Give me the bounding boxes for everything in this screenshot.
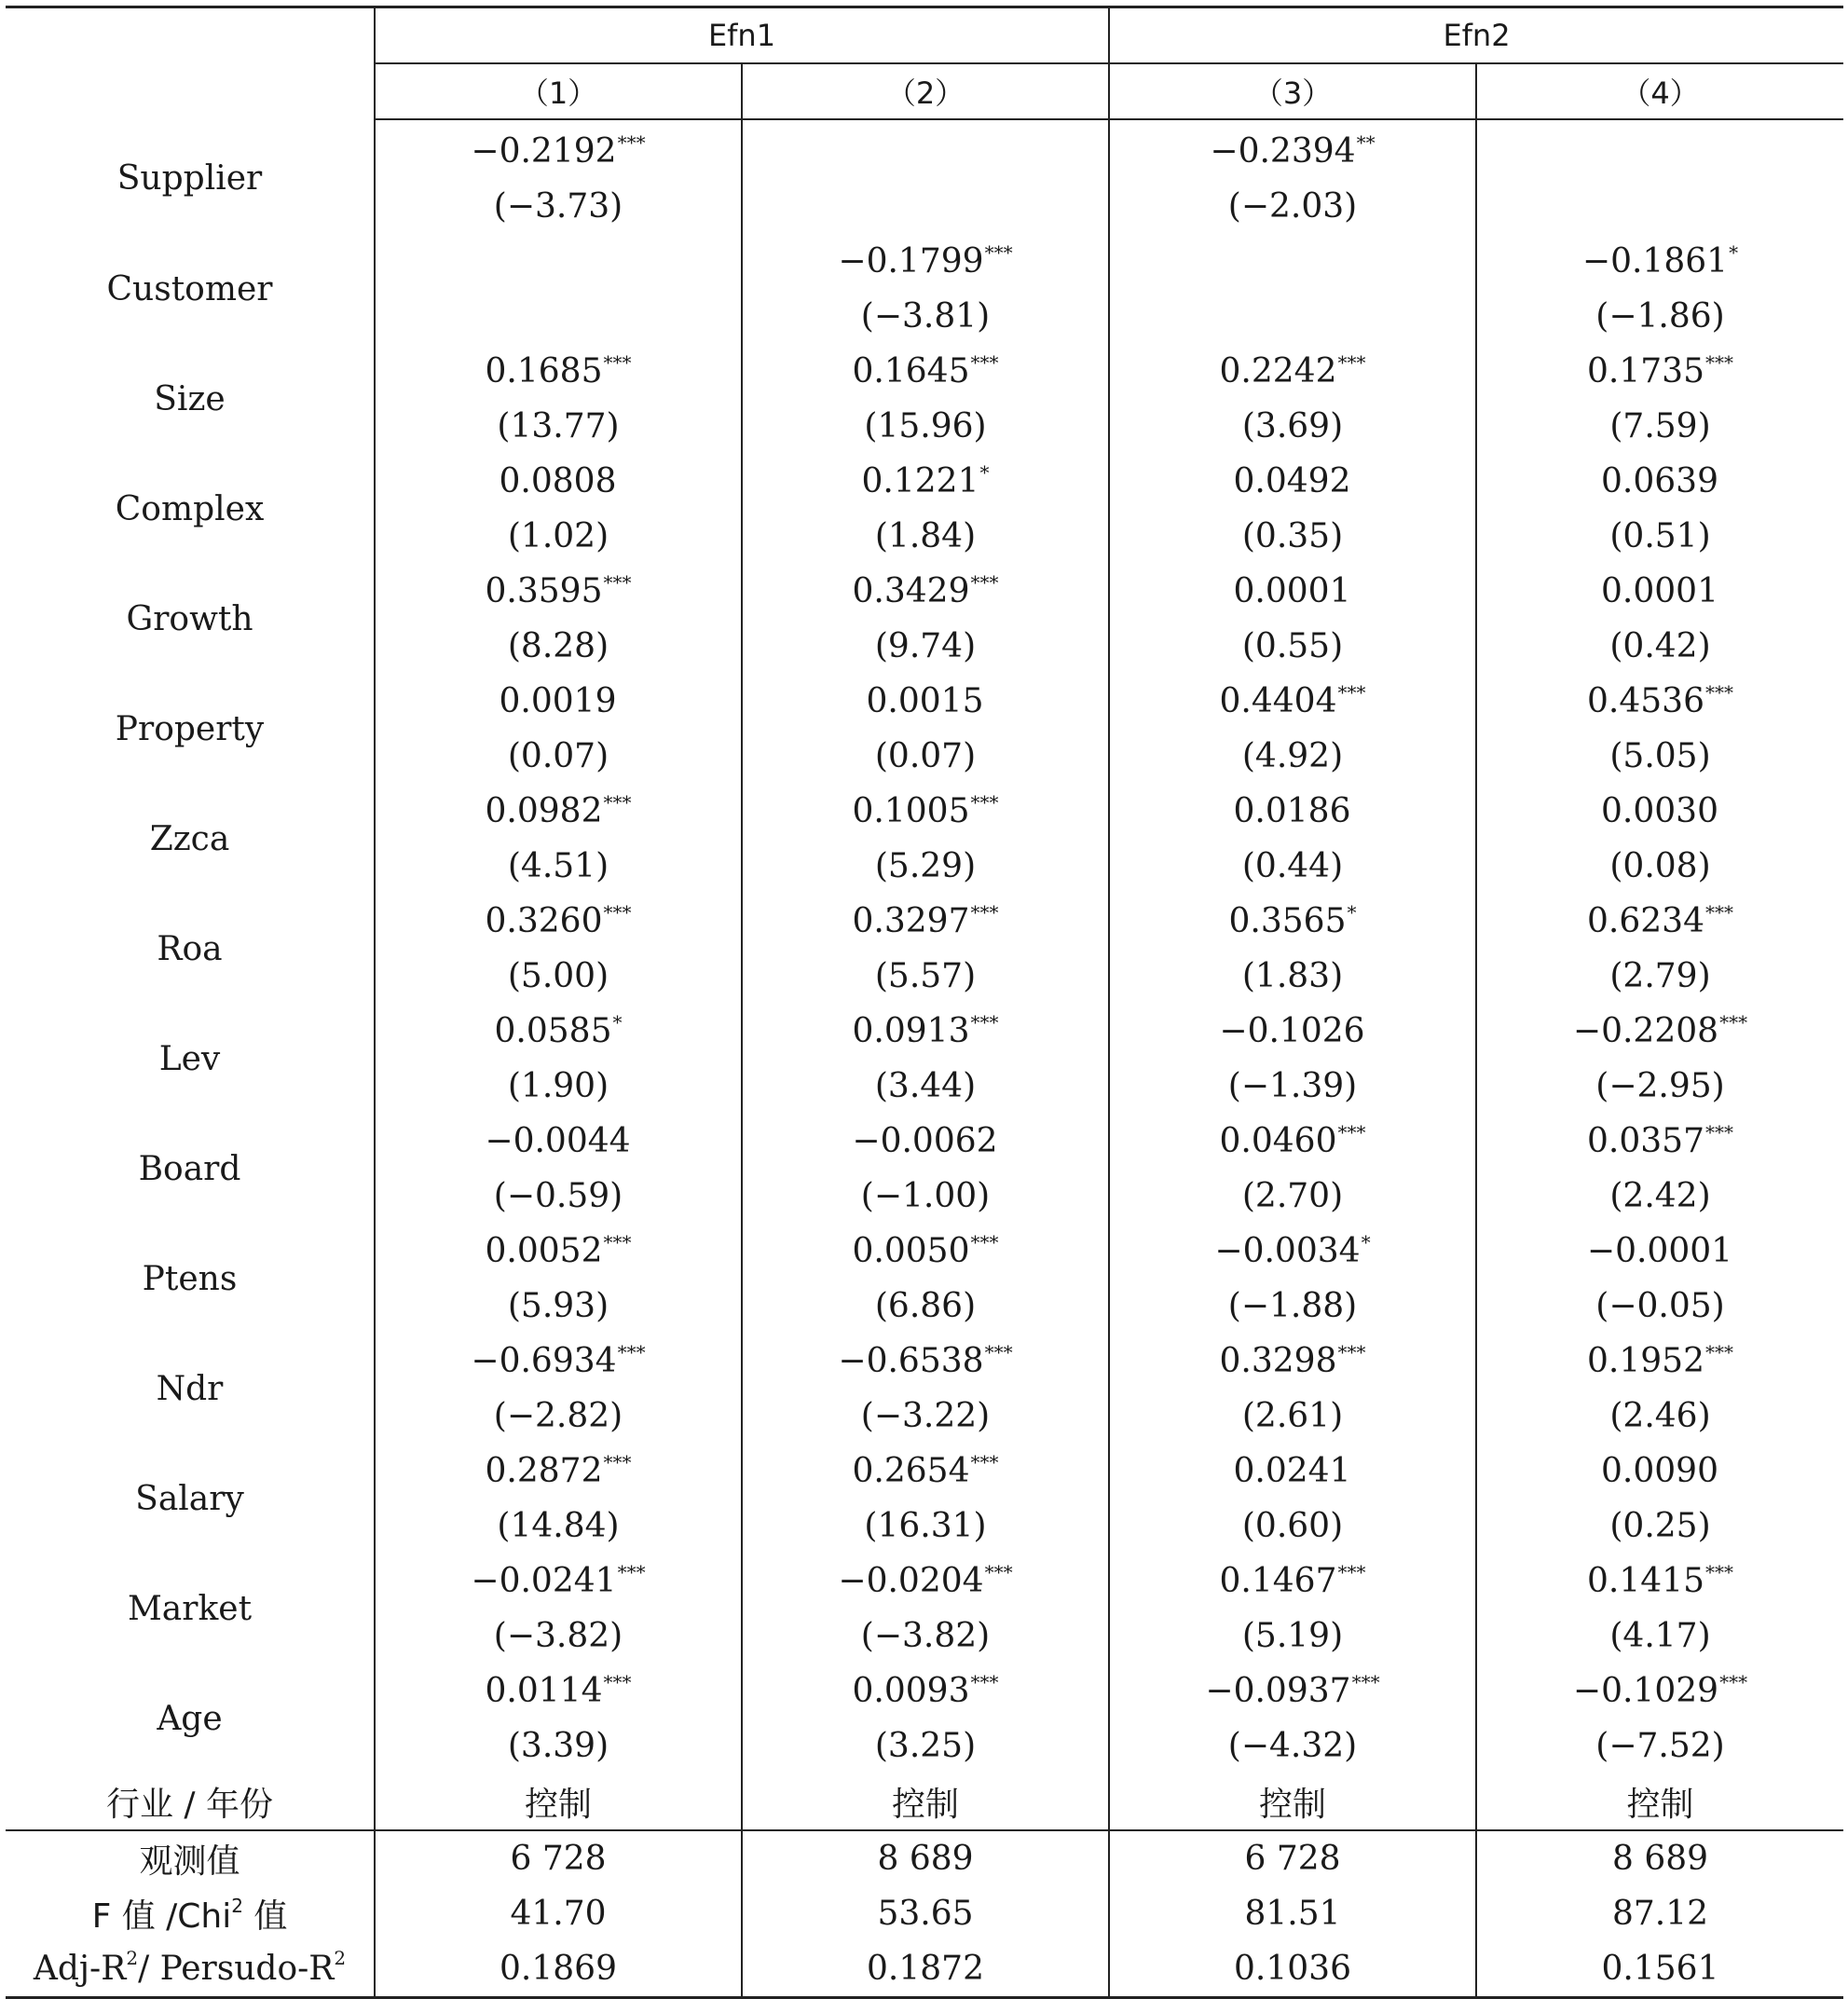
significance-stars: * <box>612 1011 623 1034</box>
coefficient-cell <box>742 1004 1109 1059</box>
table-body <box>6 119 1843 1998</box>
t-statistic-cell: (−3.82) <box>742 1609 1109 1664</box>
t-statistic-cell: (−1.00) <box>742 1169 1109 1224</box>
r-squared-cell: 0.1036 <box>1109 1941 1476 1998</box>
coefficient-value: −0.2192 <box>471 132 617 171</box>
coefficient-value: 0.4536 <box>1587 682 1704 720</box>
coefficient-value: 0.0492 <box>1233 462 1351 500</box>
coefficient-value: 0.4404 <box>1219 682 1337 720</box>
coefficient-cell <box>375 894 742 949</box>
variable-name: Size <box>6 344 375 454</box>
t-statistic-cell: (4.51) <box>375 839 742 894</box>
t-statistic-cell: (1.90) <box>375 1059 742 1114</box>
superscript-two: 2 <box>231 1895 243 1917</box>
superscript-two: 2 <box>334 1947 347 1969</box>
significance-stars: *** <box>617 1561 646 1583</box>
t-statistic-cell: (−2.03) <box>1109 179 1476 234</box>
variable-name: Market <box>6 1554 375 1664</box>
coefficient-value: 0.0114 <box>485 1672 603 1710</box>
significance-stars: *** <box>603 901 632 924</box>
coefficient-cell <box>1109 1004 1476 1059</box>
coefficient-cell <box>1476 454 1843 509</box>
t-statistic-cell: (7.59) <box>1609 407 1711 445</box>
coefficient-value: 0.1005 <box>852 792 970 830</box>
f-chi2-label-text: F 值 /Chi <box>91 1897 232 1936</box>
coefficient-cell <box>1476 1664 1843 1718</box>
coefficient-value: −0.6538 <box>838 1342 984 1380</box>
t-statistic-cell: (5.00) <box>375 949 742 1004</box>
t-statistic-cell: (4.17) <box>1609 1617 1711 1655</box>
coefficient-cell <box>742 1114 1109 1169</box>
coefficient-cell <box>1109 234 1476 289</box>
coefficient-cell <box>1476 119 1843 179</box>
variable-name: Ndr <box>6 1334 375 1444</box>
t-statistic-cell: (13.77) <box>375 399 742 454</box>
t-statistic-cell: (−1.39) <box>1109 1059 1476 1114</box>
coefficient-cell <box>1476 894 1843 949</box>
t-statistic-cell: (5.05) <box>1609 737 1711 775</box>
variable-name: Growth <box>6 564 375 674</box>
significance-stars: *** <box>970 351 999 374</box>
significance-stars: *** <box>984 241 1013 264</box>
column-header-4: （4） <box>1476 63 1843 119</box>
significance-stars: *** <box>970 791 999 814</box>
coefficient-cell <box>1476 674 1843 729</box>
column-header-3: （3） <box>1109 63 1476 119</box>
significance-stars: *** <box>1704 901 1733 924</box>
coefficient-cell <box>1476 1444 1843 1499</box>
coefficient-cell <box>1109 1444 1476 1499</box>
coefficient-cell <box>375 1664 742 1718</box>
coefficient-cell <box>1476 1554 1843 1609</box>
coefficient-value: 0.0052 <box>485 1232 603 1270</box>
coefficient-row <box>6 454 1843 509</box>
coefficient-cell <box>1476 344 1843 399</box>
coefficient-cell <box>742 674 1109 729</box>
t-statistic-cell: (−0.59) <box>375 1169 742 1224</box>
coefficient-value: 0.0982 <box>485 792 603 830</box>
coefficient-cell <box>1109 1114 1476 1169</box>
significance-stars: *** <box>1704 1561 1733 1583</box>
t-statistic-cell: (14.84) <box>375 1499 742 1554</box>
coefficient-cell <box>375 119 742 179</box>
column-header-2: （2） <box>742 63 1109 119</box>
variable-name: Zzca <box>6 784 375 894</box>
coefficient-row <box>6 119 1843 179</box>
coefficient-value: 0.0913 <box>852 1012 970 1050</box>
coefficient-cell <box>375 1334 742 1389</box>
significance-stars: *** <box>1719 1671 1748 1693</box>
coefficient-value: −0.0937 <box>1205 1672 1351 1710</box>
significance-stars: *** <box>970 901 999 924</box>
control-cell: 控制 <box>742 1773 1109 1830</box>
coefficient-value: 0.1735 <box>1587 352 1704 390</box>
coefficient-value: 0.0639 <box>1601 462 1718 500</box>
significance-stars: *** <box>970 1451 999 1473</box>
t-statistic-cell: (4.92) <box>1109 729 1476 784</box>
significance-stars: *** <box>603 791 632 814</box>
significance-stars: *** <box>617 131 646 154</box>
significance-stars: *** <box>1337 1341 1366 1363</box>
observations-label: 观测值 <box>6 1830 375 1886</box>
t-statistic-cell: (0.44) <box>1109 839 1476 894</box>
coefficient-value: 0.3297 <box>852 902 970 940</box>
significance-stars: * <box>1361 1231 1371 1253</box>
group-header-efn1: Efn1 <box>375 7 1109 64</box>
significance-stars: *** <box>603 1231 632 1253</box>
f-chi2-cell: 87.12 <box>1611 1895 1709 1933</box>
coefficient-cell <box>742 784 1109 839</box>
variable-name: Supplier <box>6 119 375 234</box>
coefficient-cell <box>375 234 742 289</box>
coefficient-value: −0.1861 <box>1581 242 1729 281</box>
t-statistic-cell: (−1.86) <box>1595 297 1725 335</box>
coefficient-cell <box>1109 1334 1476 1389</box>
t-statistic-cell: (−3.81) <box>742 289 1109 344</box>
t-statistic-cell <box>1476 179 1843 234</box>
t-statistic-cell: (0.07) <box>742 729 1109 784</box>
coefficient-value: 0.0019 <box>499 682 617 720</box>
t-statistic-cell: (3.44) <box>742 1059 1109 1114</box>
coefficient-value: −0.2208 <box>1572 1012 1719 1050</box>
observations-cell: 8 689 <box>742 1830 1109 1886</box>
t-statistic-cell: (0.42) <box>1609 627 1711 665</box>
t-statistic-cell: (2.70) <box>1109 1169 1476 1224</box>
f-chi2-row <box>6 1886 1843 1941</box>
coefficient-cell <box>375 1444 742 1499</box>
coefficient-cell <box>1476 1004 1843 1059</box>
variable-name: Age <box>6 1664 375 1773</box>
coefficient-cell <box>742 454 1109 509</box>
coefficient-value: 0.0186 <box>1233 792 1351 830</box>
coefficient-cell <box>1109 674 1476 729</box>
t-statistic-cell: (2.46) <box>1609 1397 1711 1435</box>
coefficient-value: −0.1799 <box>838 242 984 281</box>
significance-stars: *** <box>603 571 632 594</box>
coefficient-cell <box>1109 454 1476 509</box>
coefficient-cell <box>742 1554 1109 1609</box>
r-squared-cell: 0.1869 <box>375 1941 742 1998</box>
t-statistic-cell: (−4.32) <box>1109 1718 1476 1773</box>
t-statistic-cell: (5.19) <box>1109 1609 1476 1664</box>
coefficient-cell <box>1109 894 1476 949</box>
coefficient-value: 0.0030 <box>1601 792 1718 830</box>
coefficient-row <box>6 894 1843 949</box>
coefficient-value: 0.0585 <box>494 1012 612 1050</box>
coefficient-value: 0.0808 <box>499 462 617 500</box>
coefficient-cell <box>375 674 742 729</box>
significance-stars: * <box>979 461 990 484</box>
coefficient-cell <box>742 1664 1109 1718</box>
t-statistic-cell: (0.60) <box>1109 1499 1476 1554</box>
coefficient-value: 0.2242 <box>1219 352 1337 390</box>
r-squared-label <box>6 1941 375 1998</box>
t-statistic-cell: (−2.82) <box>375 1389 742 1444</box>
t-statistic-cell <box>375 289 742 344</box>
coefficient-cell <box>375 1114 742 1169</box>
coefficient-cell <box>1476 784 1843 839</box>
coefficient-cell <box>1476 1334 1843 1389</box>
coefficient-value: 0.0050 <box>852 1232 970 1270</box>
coefficient-value: 0.2872 <box>485 1452 603 1490</box>
coefficient-cell <box>742 344 1109 399</box>
t-statistic-cell: (9.74) <box>742 619 1109 674</box>
coefficient-value: 0.1415 <box>1587 1562 1704 1600</box>
variable-name: Lev <box>6 1004 375 1114</box>
coefficient-value: −0.2394 <box>1210 132 1356 171</box>
variable-name: Ptens <box>6 1224 375 1334</box>
coefficient-cell <box>375 344 742 399</box>
t-statistic-cell: (−3.73) <box>375 179 742 234</box>
coefficient-value: 0.3595 <box>485 572 603 610</box>
significance-stars: *** <box>1337 351 1366 374</box>
coefficient-cell <box>742 234 1109 289</box>
variable-name: Roa <box>6 894 375 1004</box>
t-statistic-cell: (0.08) <box>1609 847 1711 885</box>
observations-cell: 8 689 <box>1611 1840 1709 1878</box>
t-statistic-cell: (3.39) <box>375 1718 742 1773</box>
variable-name: Property <box>6 674 375 784</box>
control-cell: 控制 <box>1109 1773 1476 1830</box>
coefficient-value: 0.0090 <box>1601 1452 1718 1490</box>
industry-year-label: 行业 / 年份 <box>6 1773 375 1830</box>
coefficient-value: −0.0034 <box>1214 1232 1361 1270</box>
coefficient-cell <box>742 119 1109 179</box>
control-cell: 控制 <box>375 1773 742 1830</box>
coefficient-value: −0.6934 <box>471 1342 617 1380</box>
significance-stars: * <box>1347 901 1357 924</box>
t-statistic-cell: (−3.82) <box>375 1609 742 1664</box>
coefficient-row <box>6 1114 1843 1169</box>
coefficient-cell <box>1476 1114 1843 1169</box>
coefficient-value: −0.0001 <box>1586 1232 1733 1270</box>
variable-name: Complex <box>6 454 375 564</box>
coefficient-value: 0.0093 <box>852 1672 970 1710</box>
significance-stars: *** <box>970 1011 999 1034</box>
coefficient-cell <box>1109 564 1476 619</box>
t-statistic-cell: (6.86) <box>742 1279 1109 1334</box>
coefficient-cell <box>1476 234 1843 289</box>
r-squared-cell: 0.1872 <box>742 1941 1109 1998</box>
significance-stars: *** <box>1704 351 1733 374</box>
variable-name: Board <box>6 1114 375 1224</box>
t-statistic-cell: (−1.88) <box>1109 1279 1476 1334</box>
coefficient-value: −0.1026 <box>1219 1012 1365 1050</box>
coefficient-value: 0.6234 <box>1587 902 1704 940</box>
coefficient-cell <box>1109 119 1476 179</box>
superscript-two: 2 <box>126 1947 139 1969</box>
observations-row <box>6 1830 1843 1886</box>
coefficient-row <box>6 1004 1843 1059</box>
coefficient-cell <box>1109 344 1476 399</box>
coefficient-row <box>6 234 1843 289</box>
coefficient-row <box>6 1554 1843 1609</box>
coefficient-value: 0.3260 <box>485 902 603 940</box>
t-statistic-cell: (1.84) <box>742 509 1109 564</box>
coefficient-cell <box>375 454 742 509</box>
coefficient-cell <box>742 564 1109 619</box>
coefficient-cell <box>375 784 742 839</box>
coefficient-row <box>6 1664 1843 1718</box>
regression-table <box>6 6 1843 1999</box>
r-squared-row <box>6 1941 1843 1998</box>
coefficient-value: 0.0357 <box>1587 1122 1704 1160</box>
significance-stars: *** <box>603 351 632 374</box>
coefficient-value: 0.0241 <box>1233 1452 1351 1490</box>
significance-stars: *** <box>603 1671 632 1693</box>
coefficient-value: 0.1467 <box>1219 1562 1337 1600</box>
coefficient-cell <box>375 1004 742 1059</box>
f-chi2-label-suffix: 值 <box>242 1897 288 1936</box>
t-statistic-cell: (8.28) <box>375 619 742 674</box>
coefficient-cell <box>742 1224 1109 1279</box>
coefficient-value: −0.0044 <box>485 1122 631 1160</box>
observations-cell: 6 728 <box>375 1830 742 1886</box>
significance-stars: *** <box>1337 1561 1366 1583</box>
t-statistic-cell: (0.51) <box>1609 517 1711 555</box>
f-chi2-cell: 53.65 <box>742 1886 1109 1941</box>
coefficient-value: 0.0001 <box>1233 572 1351 610</box>
significance-stars: *** <box>970 1671 999 1693</box>
coefficient-cell <box>375 1224 742 1279</box>
coefficient-row <box>6 1444 1843 1499</box>
coefficient-value: 0.1645 <box>852 352 970 390</box>
coefficient-cell <box>1109 1664 1476 1718</box>
r-squared-cell: 0.1561 <box>1476 1941 1843 1998</box>
group-header-row <box>6 7 1843 64</box>
significance-stars: *** <box>617 1341 646 1363</box>
coefficient-row <box>6 1224 1843 1279</box>
coefficient-cell <box>375 1554 742 1609</box>
t-statistic-cell: (3.25) <box>742 1718 1109 1773</box>
significance-stars: *** <box>1719 1011 1748 1034</box>
coefficient-cell <box>742 894 1109 949</box>
t-statistic-cell: (15.96) <box>742 399 1109 454</box>
t-statistic-cell: (−3.22) <box>742 1389 1109 1444</box>
coefficient-value: 0.1221 <box>861 462 979 500</box>
t-statistic-cell: (0.55) <box>1109 619 1476 674</box>
significance-stars: *** <box>970 571 999 594</box>
coefficient-cell <box>742 1444 1109 1499</box>
coefficient-value: 0.3298 <box>1219 1342 1337 1380</box>
t-statistic-cell: (−7.52) <box>1595 1727 1725 1765</box>
coefficient-value: 0.3565 <box>1228 902 1347 940</box>
coefficient-value: 0.1685 <box>485 352 603 390</box>
significance-stars: *** <box>1704 1341 1733 1363</box>
coefficient-value: −0.0241 <box>471 1562 617 1600</box>
coefficient-value: −0.0204 <box>838 1562 984 1600</box>
significance-stars: *** <box>1704 681 1733 704</box>
significance-stars: *** <box>1704 1121 1733 1143</box>
coefficient-cell <box>1109 1554 1476 1609</box>
coefficient-value: 0.1952 <box>1587 1342 1704 1380</box>
coefficient-row <box>6 674 1843 729</box>
coefficient-row <box>6 1334 1843 1389</box>
f-chi2-label <box>6 1886 375 1941</box>
t-statistic-cell: (0.35) <box>1109 509 1476 564</box>
observations-cell: 6 728 <box>1109 1830 1476 1886</box>
coefficient-cell <box>1476 564 1843 619</box>
t-statistic-cell <box>1109 289 1476 344</box>
significance-stars: *** <box>970 1231 999 1253</box>
coefficient-value: 0.0001 <box>1601 572 1718 610</box>
t-statistic-cell: (5.29) <box>742 839 1109 894</box>
t-statistic-cell: (−2.95) <box>1595 1067 1725 1105</box>
coefficient-row <box>6 784 1843 839</box>
f-chi2-cell: 81.51 <box>1109 1886 1476 1941</box>
adj-r-label: Adj-R <box>33 1950 127 1988</box>
coefficient-value: −0.0062 <box>852 1122 998 1160</box>
coefficient-value: 0.0015 <box>866 682 984 720</box>
t-statistic-cell: (0.07) <box>375 729 742 784</box>
significance-stars: ** <box>1356 131 1376 154</box>
t-statistic-cell: (1.83) <box>1109 949 1476 1004</box>
coefficient-cell <box>1476 1224 1843 1279</box>
coefficient-value: −0.1029 <box>1572 1672 1719 1710</box>
coefficient-cell <box>1109 1224 1476 1279</box>
t-statistic-cell: (16.31) <box>742 1499 1109 1554</box>
coefficient-value: 0.2654 <box>852 1452 970 1490</box>
industry-year-row <box>6 1773 1843 1830</box>
t-statistic-cell: (0.25) <box>1609 1507 1711 1545</box>
column-header-1: （1） <box>375 63 742 119</box>
coefficient-value: 0.3429 <box>852 572 970 610</box>
persudo-r-label: / Persudo-R <box>138 1950 335 1988</box>
t-statistic-cell: (5.57) <box>742 949 1109 1004</box>
significance-stars: *** <box>1337 681 1366 704</box>
significance-stars: *** <box>1351 1671 1380 1693</box>
coefficient-row <box>6 344 1843 399</box>
variable-name: Customer <box>6 234 375 344</box>
significance-stars: *** <box>1337 1121 1366 1143</box>
t-statistic-cell: (3.69) <box>1109 399 1476 454</box>
coefficient-cell <box>742 1334 1109 1389</box>
t-statistic-cell: (1.02) <box>375 509 742 564</box>
coefficient-cell <box>1109 784 1476 839</box>
t-statistic-cell: (2.79) <box>1609 957 1711 995</box>
coefficient-value: 0.0460 <box>1219 1122 1337 1160</box>
empty-corner-cell <box>6 7 375 120</box>
group-header-efn2: Efn2 <box>1109 7 1843 64</box>
t-statistic-cell: (5.93) <box>375 1279 742 1334</box>
f-chi2-cell: 41.70 <box>375 1886 742 1941</box>
control-cell: 控制 <box>1476 1773 1843 1830</box>
coefficient-row <box>6 564 1843 619</box>
coefficient-cell <box>375 564 742 619</box>
significance-stars: *** <box>603 1451 632 1473</box>
t-statistic-cell: (−0.05) <box>1595 1287 1725 1325</box>
significance-stars: * <box>1729 241 1739 264</box>
significance-stars: *** <box>984 1341 1013 1363</box>
significance-stars: *** <box>984 1561 1013 1583</box>
t-statistic-cell: (2.61) <box>1109 1389 1476 1444</box>
t-statistic-cell <box>742 179 1109 234</box>
t-statistic-cell: (2.42) <box>1609 1177 1711 1215</box>
variable-name: Salary <box>6 1444 375 1554</box>
